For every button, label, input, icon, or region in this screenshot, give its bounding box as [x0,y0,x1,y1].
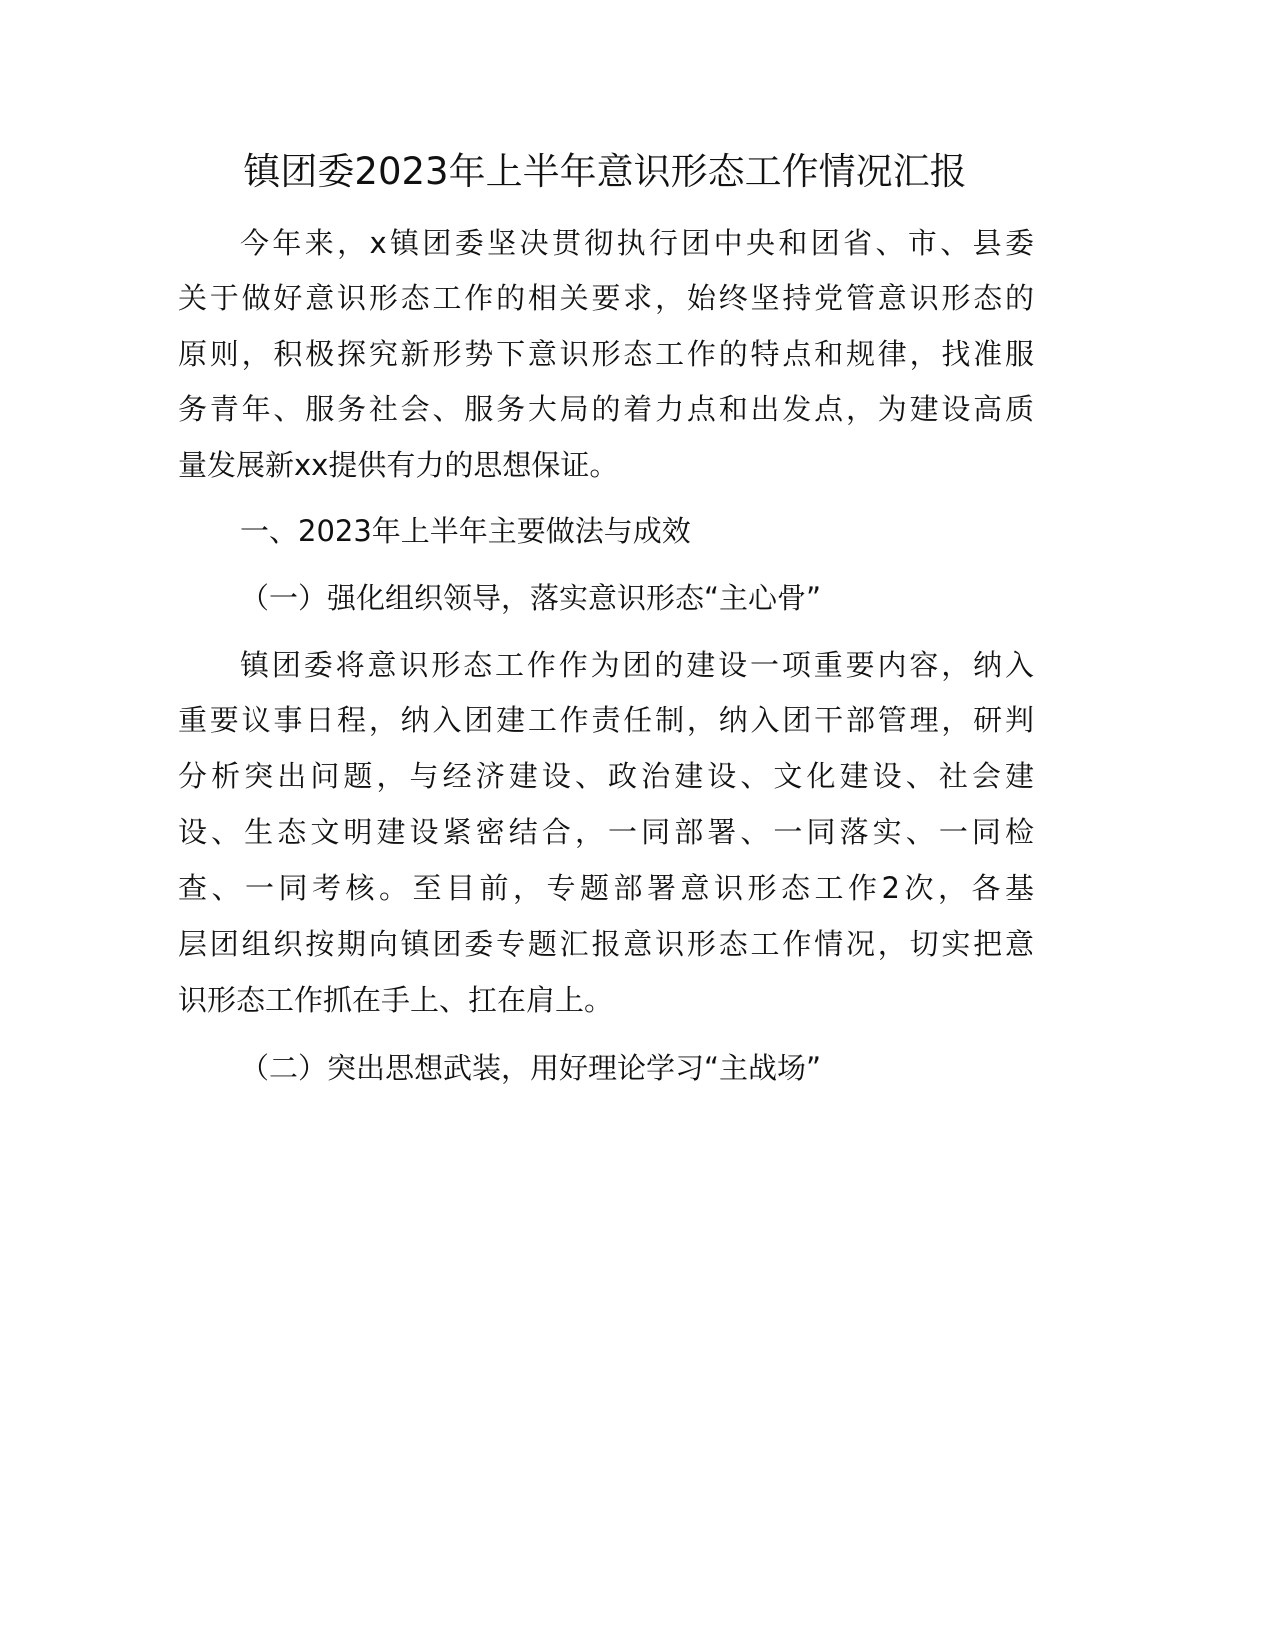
paragraph-line: 镇团委将意识形态工作作为团的建设一项重要内容，纳入 [240,648,1034,682]
paragraph-line: 重要议事日程，纳入团建工作责任制，纳入团干部管理，研判 [178,703,1034,737]
paragraph-line: 今年来，x镇团委坚决贯彻执行团中央和团省、市、县委 [240,226,1034,260]
paragraph-line: 层团组织按期向镇团委专题汇报意识形态工作情况，切实把意 [178,927,1034,961]
subsection-heading: （二）突出思想武装，用好理论学习“主战场” [240,1051,822,1085]
paragraph-line: 分析突出问题，与经济建设、政治建设、文化建设、社会建 [178,759,1034,793]
paragraph-line: 设、生态文明建设紧密结合，一同部署、一同落实、一同检 [178,815,1034,849]
paragraph-line: 查、一同考核。至目前，专题部署意识形态工作2次，各基 [178,871,1034,905]
section-heading: 一、2023年上半年主要做法与成效 [240,514,691,548]
paragraph-line: 务青年、服务社会、服务大局的着力点和出发点，为建设高质 [178,392,1034,426]
subsection-heading: （一）强化组织领导，落实意识形态“主心骨” [240,581,822,615]
paragraph-line: 量发展新xx提供有力的思想保证。 [178,448,619,482]
paragraph-line: 原则，积极探究新形势下意识形态工作的特点和规律，找准服 [178,337,1034,371]
document-title: 镇团委2023年上半年意识形态工作情况汇报 [243,150,967,193]
paragraph-line: 识形态工作抓在手上、扛在肩上。 [178,983,614,1017]
paragraph-line: 关于做好意识形态工作的相关要求，始终坚持党管意识形态的 [178,281,1034,315]
